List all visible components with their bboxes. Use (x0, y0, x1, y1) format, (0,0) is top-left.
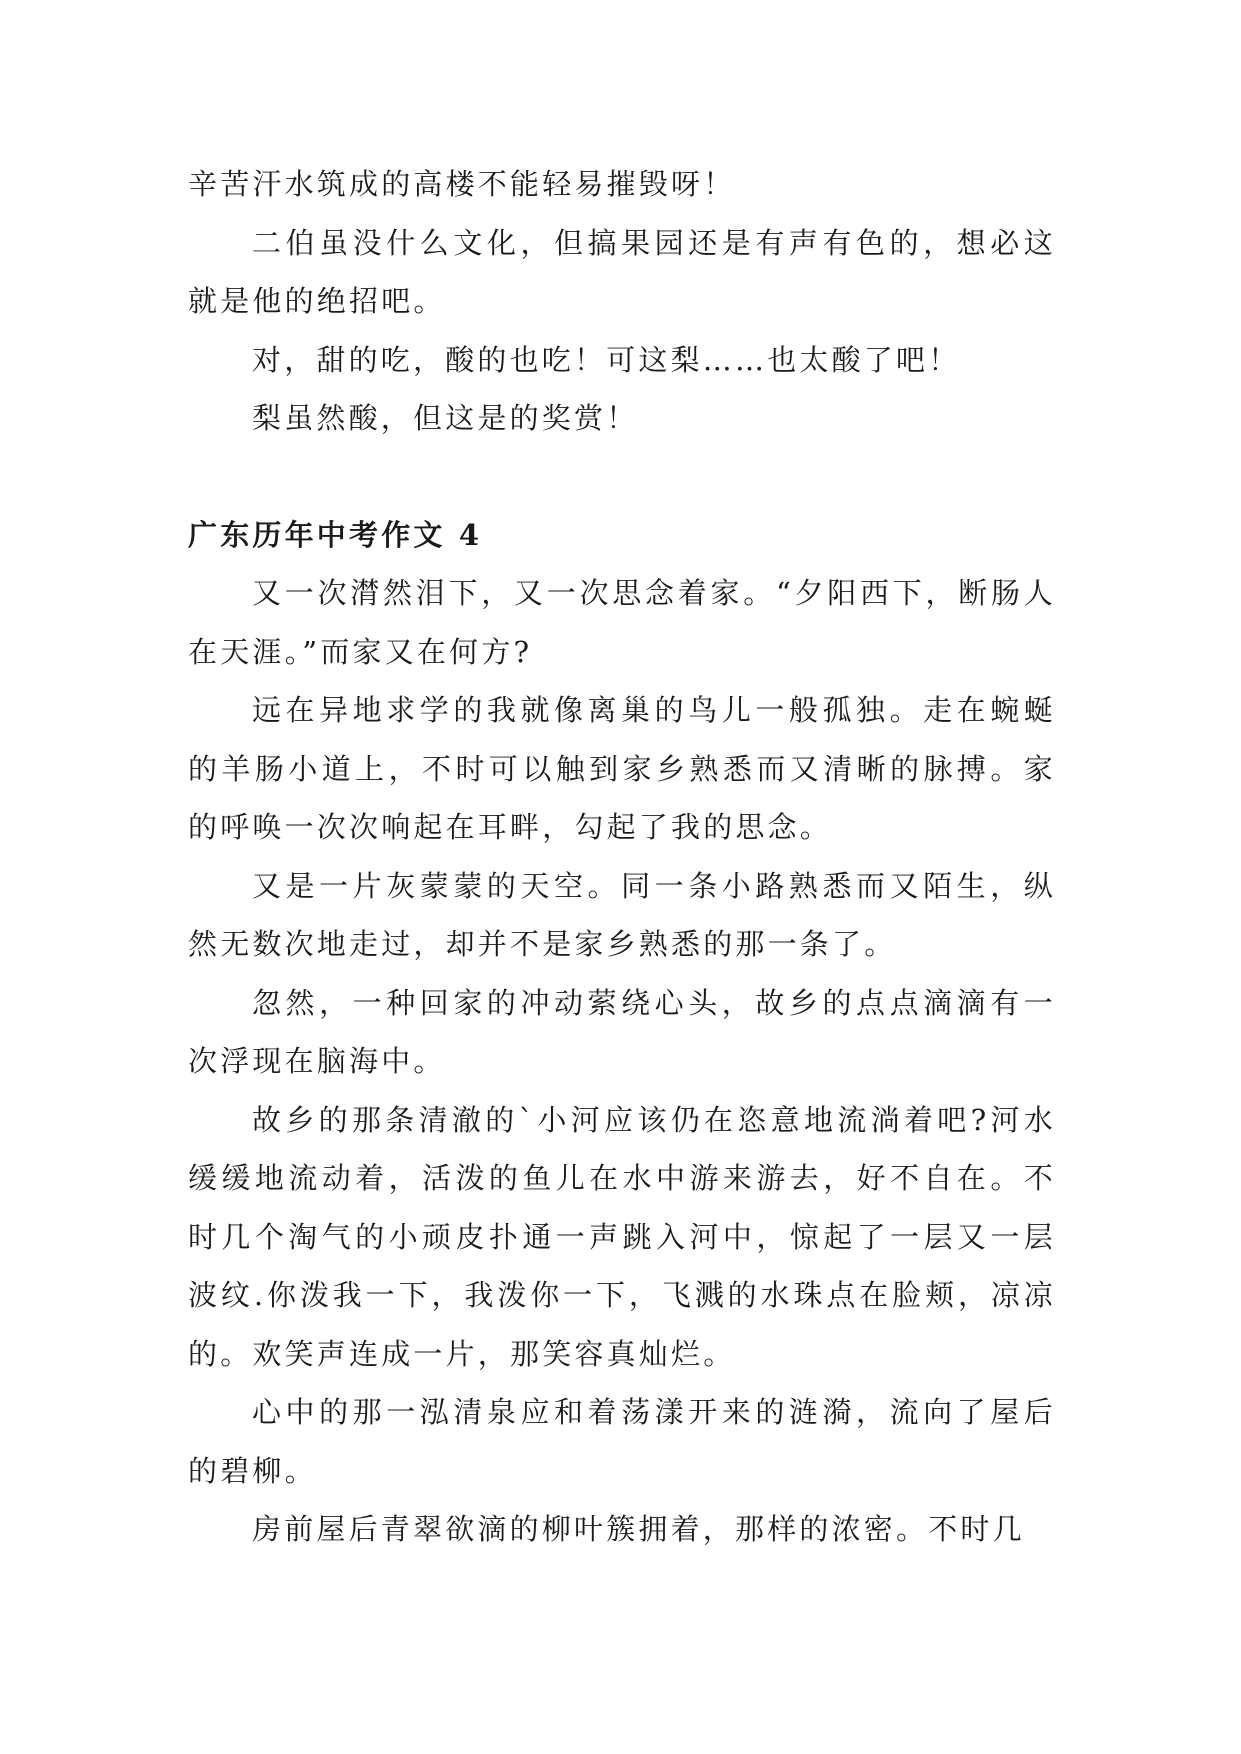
paragraph: 对，甜的吃，酸的也吃！可这梨……也太酸了吧！ (252, 342, 961, 377)
paragraph: 心中的那一泓清泉应和着荡漾开来的涟漪，流向了屋后的碧柳。 (188, 1395, 1056, 1488)
paragraph-continued: 辛苦汗水筑成的高楼不能轻易摧毁呀！ (188, 167, 736, 201)
section-spacer (188, 448, 1056, 506)
paragraph: 梨虽然酸，但这是的奖赏！ (252, 401, 639, 435)
paragraph: 二伯虽没什么文化，但搞果园还是有声有色的，想必这就是他的绝招吧。 (188, 225, 1056, 318)
paragraph: 房前屋后青翠欲滴的柳叶簇拥着，那样的浓密。不时几 (252, 1512, 1025, 1546)
paragraph: 又是一片灰蒙蒙的天空。同一条小路熟悉而又陌生，纵然无数次地走过，却并不是家乡熟悉的那一条了。 (188, 868, 1056, 961)
paragraph: 远在异地求学的我就像离巢的鸟儿一般孤独。走在蜿蜒的羊肠小道上，不时可以触到家乡熟悉而又清晰的脉搏。家的呼唤一次次响起在耳畔，勾起了我的思念。 (188, 693, 1056, 844)
paragraph: 忽然，一种回家的冲动萦绕心头，故乡的点点滴滴有一次浮现在脑海中。 (188, 985, 1056, 1078)
paragraph: 又一次潸然泪下，又一次思念着家。“夕阳西下，断肠人在天涯。”而家又在何方? (188, 576, 1056, 669)
document-body (188, 155, 1056, 1559)
section-heading: 广东历年中考作文 4 (188, 517, 483, 552)
paragraph: 故乡的那条清澈的`小河应该仍在恣意地流淌着吧?河水缓缓地流动着，活泼的鱼儿在水中游来游去，好不自在。不时几个淘气的小顽皮扑通一声跳入河中，惊起了一层又一层波纹.你泼我一下，我泼你一下，飞溅的水珠点在脸颊，凉凉的。欢笑声连成一片，那笑容真灿烂。 (188, 1102, 1056, 1371)
